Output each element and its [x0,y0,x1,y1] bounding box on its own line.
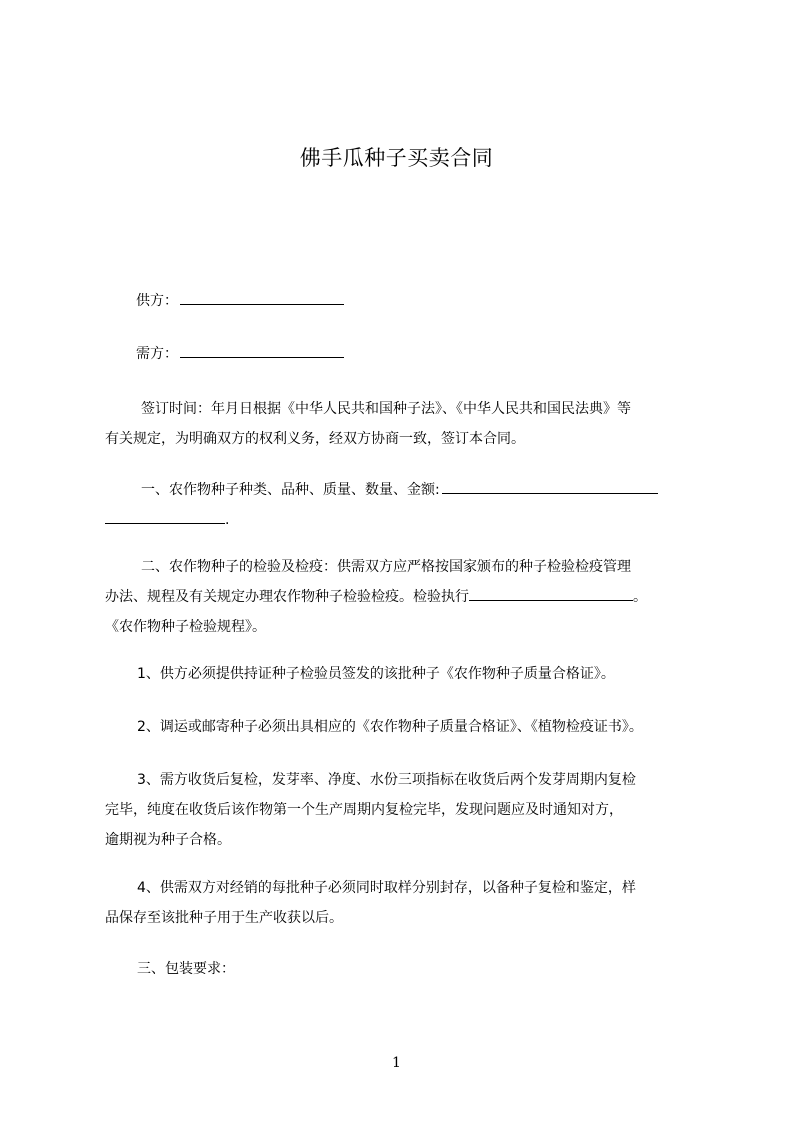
section-3-heading: 三、包装要求： [137,961,235,977]
intro-line-1: 签订时间：年月日根据《中华人民共和国种子法》、《中华人民共和国民法典》等 [141,401,631,417]
item-3 [105,765,715,855]
buyer-line [136,339,746,369]
section-1-blank-1 [442,479,658,494]
item-3-line-2: 完毕，纯度在收货后该作物第一个生产周期内复检完毕，发现问题应及时通知对方， [105,802,623,818]
supplier-line [136,286,746,316]
inspection-standard-blank [469,586,633,601]
section-2-line-3: 《农作物种子检验规程》。 [105,619,266,635]
section-2-line-2-end: 。 [633,589,647,605]
item-1 [105,659,715,689]
section-2-line-1: 二、农作物种子的检验及检疫：供需双方应严格按国家颁布的种子检验检疫管理 [141,559,631,575]
item-4-line-2: 品保存至该批种子用于生产收获以后。 [105,910,343,926]
buyer-label: 需方： [136,346,178,362]
item-3-line-3: 逾期视为种子合格。 [105,832,231,848]
item-2-text: 2、调运或邮寄种子必须出具相应的《农作物种子质量合格证》、《植物检疫证书》。 [137,719,643,735]
section-1-end: . [225,512,230,528]
item-4 [105,873,715,933]
intro-line-2: 有关规定，为明确双方的权利义务，经双方协商一致，签订本合同。 [105,431,525,447]
supplier-label: 供方： [136,293,178,309]
item-2 [105,712,715,742]
section-1-blank-2 [105,509,225,524]
item-3-line-1: 3、需方收货后复检，发芽率、净度、水份三项指标在收货后两个发芽周期内复检 [137,772,636,788]
section-2-line-2 [105,582,715,612]
supplier-blank [180,290,344,305]
buyer-blank [180,343,344,358]
section-1 [105,475,715,535]
section-2-line-2-text: 办法、规程及有关规定办理农作物种子检验检疫。检验执行 [105,589,469,605]
section-1-line-1 [105,475,715,505]
page-number: 1 [392,1055,401,1071]
item-1-text: 1、供方必须提供持证种子检验员签发的该批种子《农作物种子质量合格证》。 [137,666,615,682]
item-4-line-1: 4、供需双方对经销的每批种子必须同时取样分别封存，以备种子复检和鉴定，样 [137,880,636,896]
section-1-heading: 一、农作物种子种类、品种、质量、数量、金额: [141,482,440,498]
section-3 [105,954,715,984]
intro-paragraph [105,394,715,454]
page-title: 佛手瓜种子买卖合同 [299,146,494,170]
section-1-line-2 [105,505,715,535]
section-2 [105,552,715,642]
